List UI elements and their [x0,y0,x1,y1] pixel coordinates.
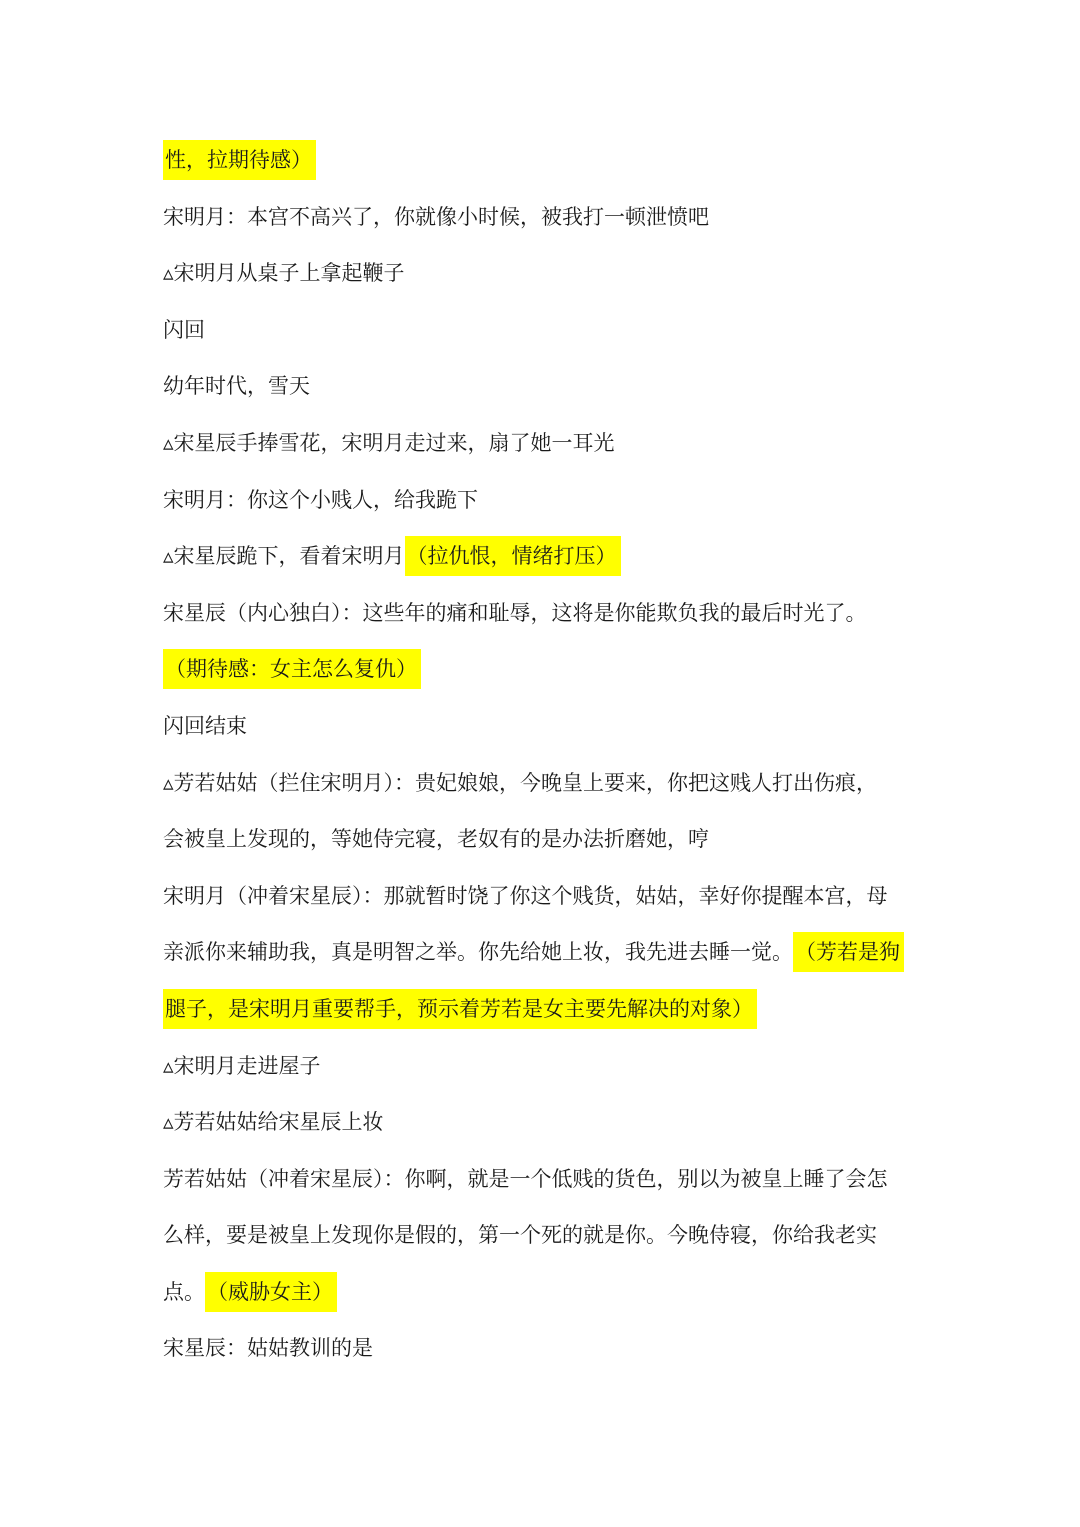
script-line [163,1320,923,1377]
dialogue-text: 宋星辰（内心独白）：这些年的痛和耻辱，这将是你能欺负我的最后时光了。 [163,600,867,625]
script-line [163,924,923,981]
scene-text: 闪回结束 [163,713,247,738]
dialogue-text: 点。 [163,1279,205,1304]
script-line [163,811,923,868]
script-line [163,245,923,302]
annotation-highlight: （威胁女主） [205,1272,337,1312]
scene-text: 闪回 [163,317,205,342]
script-line [163,1038,923,1095]
annotation-highlight: （拉仇恨，情绪打压） [405,536,621,576]
action-text: ▵芳若姑姑给宋星辰上妆 [163,1110,384,1135]
script-line [163,302,923,359]
action-text: ▵宋星辰手捧雪花，宋明月走过来，扇了她一耳光 [163,430,615,455]
dialogue-text: 宋明月：你这个小贱人，给我跪下 [163,487,478,512]
script-line [163,981,923,1038]
script-line [163,1094,923,1151]
dialogue-text: 会被皇上发现的，等她侍完寝，老奴有的是办法折磨她，哼 [163,827,709,852]
dialogue-text: 亲派你来辅助我，真是明智之举。你先给她上妆，我先进去睡一觉。 [163,940,793,965]
action-text: ▵宋星辰跪下，看着宋明月 [163,544,405,569]
script-line [163,755,923,812]
script-line [163,868,923,925]
dialogue-text: 宋明月：本宫不高兴了，你就像小时候，被我打一顿泄愤吧 [163,204,709,229]
script-line [163,1151,923,1208]
script-line [163,472,923,529]
script-line [163,415,923,472]
script-line [163,585,923,642]
scene-text: 幼年时代，雪天 [163,374,310,399]
script-line [163,641,923,698]
annotation-highlight: （芳若是狗 [793,932,904,972]
script-line [163,528,923,585]
dialogue-text: 宋明月（冲着宋星辰）：那就暂时饶了你这个贱货，姑姑，幸好你提醒本宫，母 [163,883,888,908]
dialogue-text: 么样，要是被皇上发现你是假的，第一个死的就是你。今晚侍寝，你给我老实 [163,1223,877,1248]
script-line [163,132,923,189]
script-line [163,1264,923,1321]
script-line [163,358,923,415]
action-text: ▵宋明月从桌子上拿起鞭子 [163,261,405,286]
script-line [163,189,923,246]
annotation-highlight: （期待感：女主怎么复仇） [163,649,421,689]
script-line [163,698,923,755]
action-text: ▵宋明月走进屋子 [163,1053,321,1078]
annotation-highlight: 腿子，是宋明月重要帮手，预示着芳若是女主要先解决的对象） [163,989,757,1029]
action-text: ▵芳若姑姑（拦住宋明月）：贵妃娘娘，今晚皇上要来，你把这贱人打出伤痕， [163,770,878,795]
dialogue-text: 宋星辰：姑姑教训的是 [163,1336,373,1361]
annotation-highlight: 性，拉期待感） [163,140,316,180]
script-text-body [163,132,923,1377]
dialogue-text: 芳若姑姑（冲着宋星辰）：你啊，就是一个低贱的货色，别以为被皇上睡了会怎 [163,1166,888,1191]
script-line [163,1207,923,1264]
